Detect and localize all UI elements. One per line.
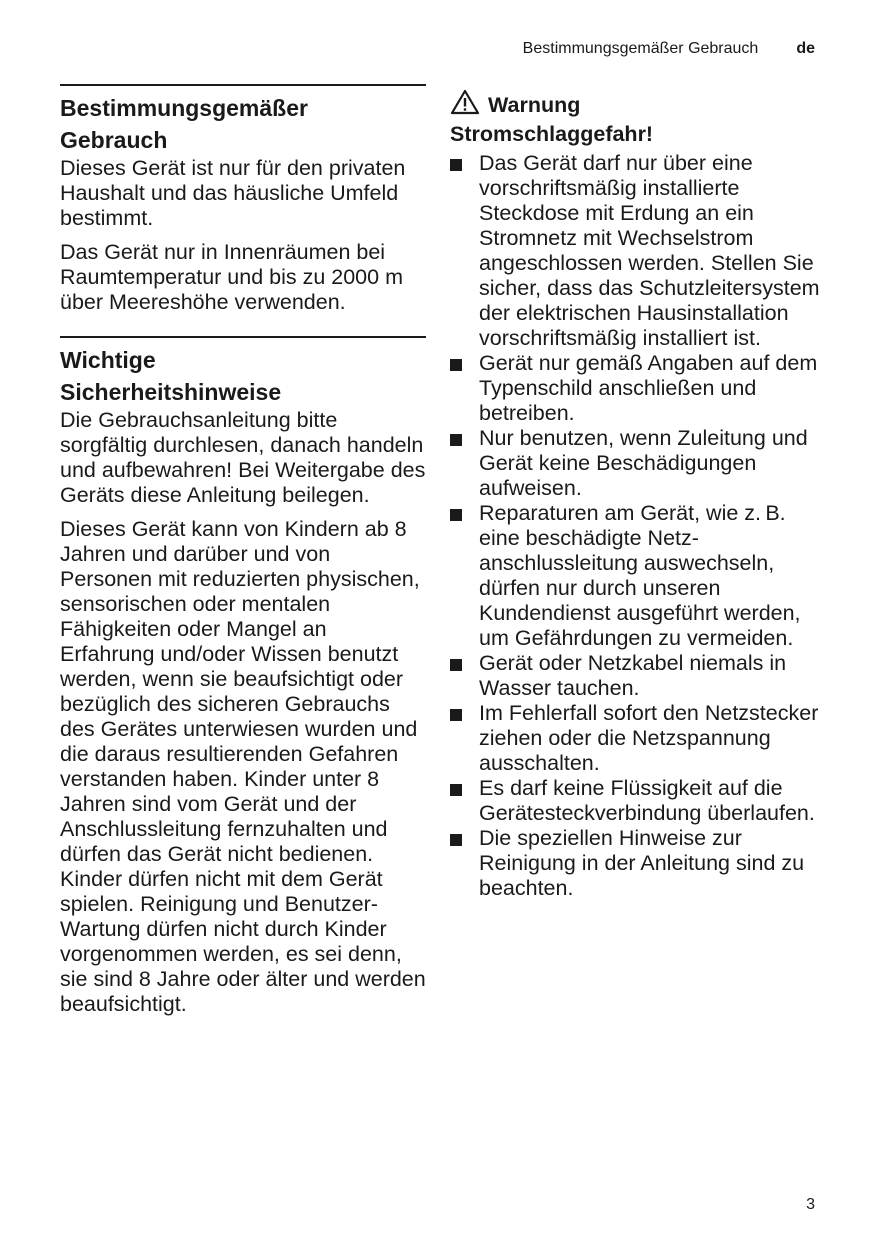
warning-label: Warnung bbox=[488, 93, 581, 117]
list-item bbox=[450, 651, 830, 701]
bullet-square-icon bbox=[450, 659, 462, 671]
heading-line: Gebrauch bbox=[60, 127, 168, 153]
list-item-text: Die speziellen Hinweise zur Reinigung in der Anleitung sind zu beachten. bbox=[479, 826, 805, 900]
warning-heading bbox=[450, 89, 830, 121]
paragraph: Dieses Gerät ist nur für den privaten Haushalt und das häusliche Umfeld bestimmt. bbox=[60, 156, 406, 230]
paragraph: Das Gerät nur in Innenräumen bei Raumtemperatur und bis zu 2000 m über Meereshöhe verwenden. bbox=[60, 240, 403, 314]
bullet-square-icon bbox=[450, 159, 462, 171]
list-item bbox=[450, 826, 830, 901]
left-column bbox=[60, 84, 426, 1026]
bullet-square-icon bbox=[450, 359, 462, 371]
page-number: 3 bbox=[806, 1196, 815, 1213]
section-divider bbox=[60, 84, 426, 86]
bullet-square-icon bbox=[450, 784, 462, 796]
warning-triangle-icon bbox=[450, 89, 480, 121]
running-header bbox=[523, 40, 815, 58]
paragraph: Dieses Gerät kann von Kindern ab 8 Jahren und darüber und von Personen mit reduzierten physischen, sensorischen oder mentalen Fähigkeiten oder Mangel an Erfahrung und/oder Wissen benutzt werden, wenn sie beaufsichtigt oder bezüglich des sicheren Gebrauchs des Gerätes unterwiesen wurden und die daraus resultierenden Gefahren verstanden haben. Kinder unter 8 Jahren sind vom Gerät und der Anschlussleitung fernzuhalten und dürfen das Gerät nicht bedienen. Kinder dürfen nicht mit dem Gerät spielen. Reinigung und Benutzer-Wartung dürfen nicht durch Kinder vorgenommen werden, es sei denn, sie sind 8 Jahre oder älter und werden beaufsichtigt. bbox=[60, 517, 426, 1016]
list-item-text: Gerät nur gemäß Angaben auf dem Typenschild anschließen und betreiben. bbox=[479, 351, 818, 425]
bullet-square-icon bbox=[450, 434, 462, 446]
section-heading-intended-use bbox=[60, 92, 426, 156]
paragraph: Die Gebrauchsanleitung bitte sorgfältig durchlesen, danach handeln und aufbewahren! Bei Weitergabe des Geräts diese Anleitung beilegen. bbox=[60, 408, 426, 507]
heading-line: Sicherheitshinweise bbox=[60, 379, 282, 405]
list-item-text: Nur benutzen, wenn Zuleitung und Gerät keine Beschädigungen aufweisen. bbox=[479, 426, 808, 500]
list-item bbox=[450, 776, 830, 826]
list-item-text: Im Fehlerfall sofort den Netzstecker ziehen oder die Netzspannung ausschalten. bbox=[479, 701, 819, 775]
list-item bbox=[450, 426, 830, 501]
safety-bullet-list bbox=[450, 151, 830, 901]
list-item bbox=[450, 701, 830, 776]
heading-line: Wichtige bbox=[60, 347, 156, 373]
list-item-text: Das Gerät darf nur über eine vorschriftsmäßig installierte Steckdose mit Erdung an ein Stromnetz mit Wechselstrom angeschlossen werden. Stellen Sie sicher, dass das Schutzleitersystem der elektrischen Hausinstallation vorschriftsmäßig installiert ist. bbox=[479, 151, 820, 350]
bullet-square-icon bbox=[450, 709, 462, 721]
list-item-text: Es darf keine Flüssigkeit auf die Gerätesteckverbindung überlaufen. bbox=[479, 776, 815, 825]
list-item bbox=[450, 151, 830, 351]
section-divider bbox=[60, 336, 426, 338]
section-heading-safety-notes bbox=[60, 344, 426, 408]
list-item bbox=[450, 351, 830, 426]
warning-title: Stromschlaggefahr! bbox=[450, 122, 654, 146]
list-item-text: Gerät oder Netzkabel niemals in Wasser tauchen. bbox=[479, 651, 787, 700]
right-column bbox=[450, 84, 830, 901]
header-language-code: de bbox=[796, 40, 815, 57]
bullet-square-icon bbox=[450, 509, 462, 521]
list-item bbox=[450, 501, 830, 651]
list-item-text: Reparaturen am Gerät, wie z. B. eine beschädigte Netzanschlussleitung auswechseln, dürfen nur durch unseren Kundendienst ausgeführt werden, um Gefährdungen zu vermeiden. bbox=[479, 501, 801, 650]
heading-line: Bestimmungsgemäßer bbox=[60, 95, 308, 121]
bullet-square-icon bbox=[450, 834, 462, 846]
header-section-title: Bestimmungsgemäßer Gebrauch bbox=[522, 40, 759, 57]
